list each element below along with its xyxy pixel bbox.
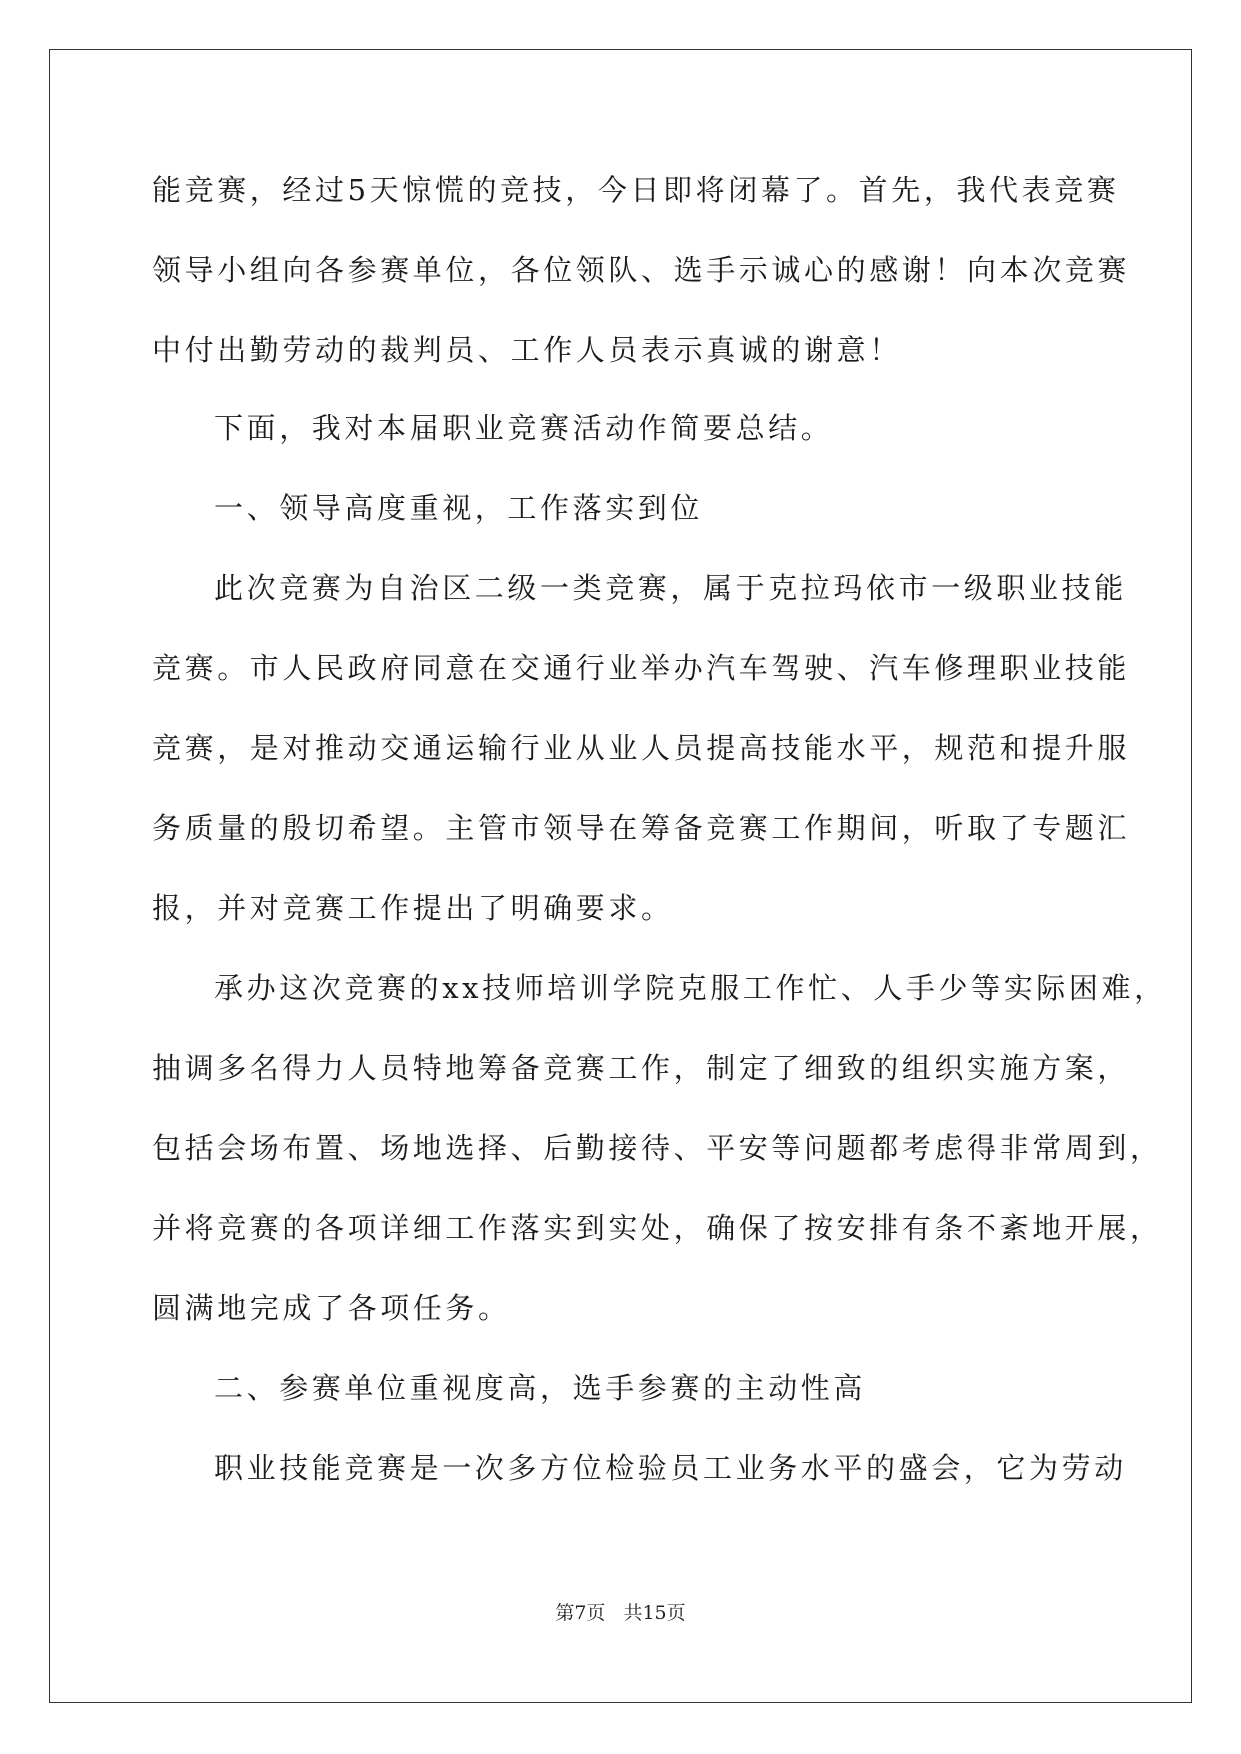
current-page-number: 第7页 [555, 1602, 606, 1624]
section-heading-2: 二、参赛单位重视度高，选手参赛的主动性高 [214, 1371, 867, 1405]
text-line: 并将竞赛的各项详细工作落实到实处，确保了按安排有条不紊地开展， [152, 1211, 1163, 1245]
text-line: 抽调多名得力人员特地筹备竞赛工作，制定了细致的组织实施方案， [152, 1051, 1131, 1085]
page-footer [0, 1600, 1241, 1626]
text-line: 竞赛。市人民政府同意在交通行业举办汽车驾驶、汽车修理职业技能 [152, 651, 1131, 685]
text-line: 承办这次竞赛的xx技师培训学院克服工作忙、人手少等实际困难， [214, 971, 1167, 1005]
text-line: 中付出勤劳动的裁判员、工作人员表示真诚的谢意！ [152, 333, 902, 367]
text-line: 能竞赛，经过5天惊慌的竞技，今日即将闭幕了。首先，我代表竞赛 [152, 173, 1120, 207]
text-line: 报，并对竞赛工作提出了明确要求。 [152, 891, 674, 925]
paragraph-intro: 下面，我对本届职业竞赛活动作简要总结。 [214, 411, 834, 445]
text-line: 圆满地完成了各项任务。 [152, 1291, 511, 1325]
text-line: 职业技能竞赛是一次多方位检验员工业务水平的盛会，它为劳动 [214, 1451, 1127, 1485]
text-line: 包括会场布置、场地选择、后勤接待、平安等问题都考虑得非常周到， [152, 1131, 1163, 1165]
total-pages: 共15页 [623, 1602, 686, 1624]
text-line: 领导小组向各参赛单位，各位领队、选手示诚心的感谢！向本次竞赛 [152, 253, 1131, 287]
section-heading-1: 一、领导高度重视，工作落实到位 [214, 491, 704, 525]
text-line: 竞赛，是对推动交通运输行业从业人员提高技能水平，规范和提升服 [152, 731, 1131, 765]
text-line: 务质量的殷切希望。主管市领导在筹备竞赛工作期间，听取了专题汇 [152, 811, 1131, 845]
text-line: 此次竞赛为自治区二级一类竞赛，属于克拉玛依市一级职业技能 [214, 571, 1127, 605]
